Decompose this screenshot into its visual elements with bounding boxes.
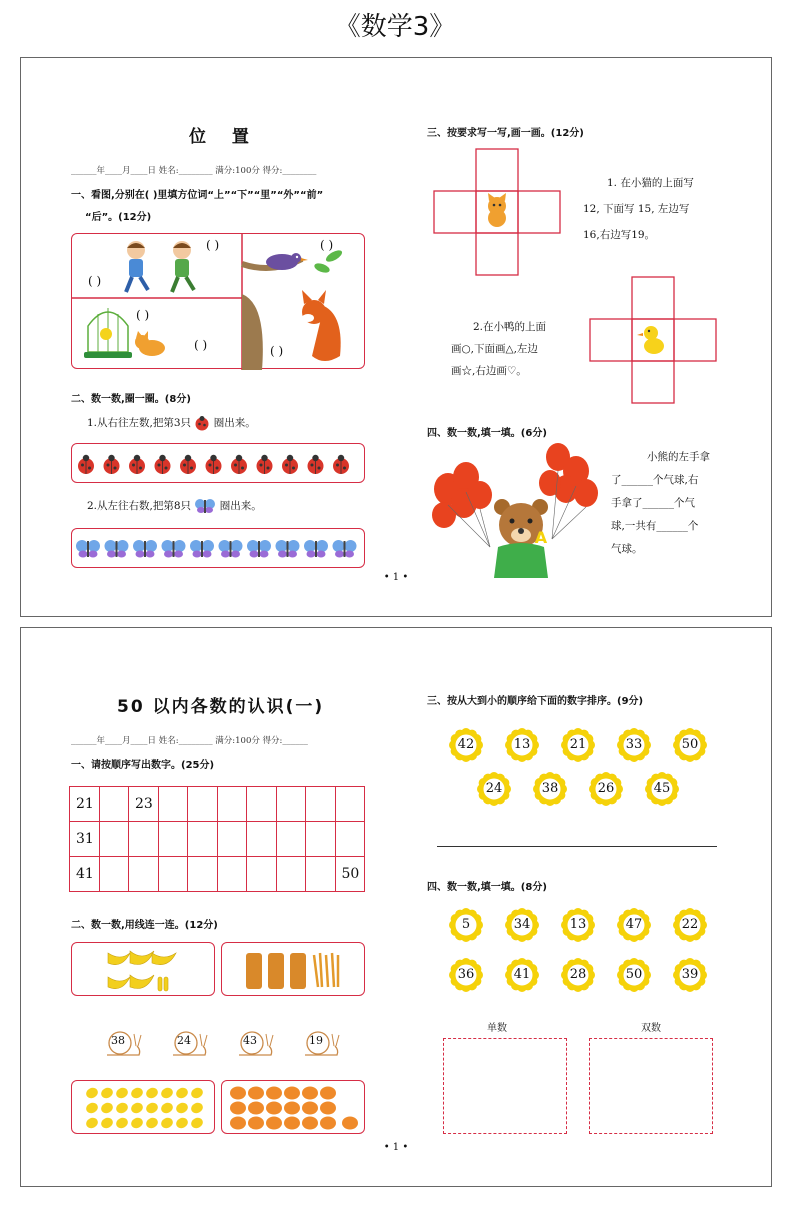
answer-paren-boys[interactable]: ( ) <box>206 238 220 252</box>
grid-cell[interactable] <box>99 787 129 822</box>
q2-line-1: 2.在小鸭的上面 <box>473 321 547 333</box>
even-numbers-label: 双数 <box>641 1023 661 1034</box>
grid-cell[interactable] <box>247 822 277 857</box>
orange-icon <box>302 1117 318 1130</box>
orange-icon <box>248 1102 264 1115</box>
snail-number[interactable] <box>237 1028 277 1058</box>
leaf-icon <box>174 1101 189 1115</box>
grid-cell[interactable] <box>276 787 306 822</box>
answer-paren-boy-left[interactable]: ( ) <box>88 274 102 288</box>
even-numbers-box[interactable] <box>589 1038 713 1134</box>
orange-icon <box>302 1102 318 1115</box>
leaf-icon <box>174 1086 189 1100</box>
answer-paren-fox[interactable]: ( ) <box>270 344 284 358</box>
ladybug-icon <box>231 455 247 474</box>
orange-icon <box>320 1102 336 1115</box>
grid-cell[interactable] <box>276 857 306 892</box>
number-flower <box>617 958 651 992</box>
number-flower <box>533 772 567 806</box>
question-1-text-b: 圈出来。 <box>213 417 256 429</box>
flower-number: 36 <box>457 967 475 982</box>
leaf-icon <box>144 1086 159 1100</box>
number-flower <box>505 958 539 992</box>
number-flower <box>561 728 595 762</box>
number-flower <box>617 908 651 942</box>
orange-icon <box>302 1087 318 1100</box>
duck-icon <box>637 326 664 354</box>
sticks-illustration <box>222 943 366 997</box>
snail-number[interactable] <box>105 1028 145 1058</box>
worksheet-page-1 <box>20 57 772 617</box>
flower-number: 28 <box>569 967 587 982</box>
student-info-line: ______年____月____日 姓名:________ 满分:100分 得分:________ <box>71 166 317 176</box>
q1-line-1: 1. 在小猫的上面写 <box>607 177 694 189</box>
orange-icon <box>284 1117 300 1130</box>
number-flower <box>449 728 483 762</box>
grid-cell[interactable] <box>99 822 129 857</box>
leaf-icon <box>159 1086 174 1100</box>
leaf-icon <box>159 1116 174 1130</box>
grid-cell[interactable] <box>129 857 159 892</box>
leaf-icon <box>114 1101 129 1115</box>
section-2-question-2 <box>87 495 262 517</box>
leaves-illustration <box>72 1081 216 1135</box>
leaf-icon <box>129 1116 144 1130</box>
ladybug-row <box>72 444 366 484</box>
butterfly-icon <box>219 540 243 558</box>
grid-cell[interactable] <box>217 822 247 857</box>
snail-number-label: 19 <box>309 1034 323 1047</box>
leaves-box[interactable] <box>71 1080 215 1134</box>
leaf-icon <box>129 1086 144 1100</box>
section-2-heading: 二、数一数,用线连一连。(12分) <box>71 920 218 931</box>
snail-number-label: 43 <box>243 1034 257 1047</box>
grid-cell: 21 <box>70 787 100 822</box>
butterfly-icon <box>304 540 328 558</box>
bear-line-3: 手拿了______个气 <box>611 497 695 509</box>
bear-line-2: 了______个气球,右 <box>611 474 699 486</box>
cat-cross-grid <box>433 148 563 276</box>
grid-cell[interactable] <box>306 787 336 822</box>
ladybug-icon <box>104 455 120 474</box>
leaf-icon <box>84 1086 99 1100</box>
page-title: 位 置 <box>189 127 259 147</box>
position-scene-illustration <box>72 234 366 370</box>
bear-with-balloons-illustration <box>426 443 604 578</box>
butterfly-icon <box>133 540 157 558</box>
number-flower <box>449 908 483 942</box>
answer-line[interactable] <box>437 846 717 847</box>
snail-number[interactable] <box>303 1028 343 1058</box>
duck-cross-grid <box>589 276 719 404</box>
butterfly-row <box>72 529 366 569</box>
leaf-icon <box>189 1116 204 1130</box>
ladybug-icon <box>282 455 298 474</box>
leaf-icon <box>99 1116 114 1130</box>
flower-number: 42 <box>457 737 475 752</box>
number-flower <box>673 728 707 762</box>
orange-icon <box>230 1102 246 1115</box>
bear-line-1: 小熊的左手拿 <box>647 451 710 463</box>
ladybug-icon <box>257 455 273 474</box>
number-flower <box>505 728 539 762</box>
odd-numbers-box[interactable] <box>443 1038 567 1134</box>
grid-cell[interactable] <box>276 822 306 857</box>
orange-icon <box>320 1087 336 1100</box>
section-1-heading-cont: “后”。(12分) <box>85 212 152 223</box>
flower-number: 22 <box>681 917 699 932</box>
orange-icon <box>266 1087 282 1100</box>
leaf-icon <box>84 1101 99 1115</box>
number-flower <box>449 958 483 992</box>
odd-numbers-label: 单数 <box>487 1023 507 1034</box>
flower-number: 47 <box>625 917 643 932</box>
leaf-icon <box>189 1086 204 1100</box>
sticks-box[interactable] <box>221 942 365 996</box>
butterfly-icon <box>247 540 271 558</box>
number-flower <box>477 772 511 806</box>
leaf-icon <box>144 1101 159 1115</box>
flower-number: 13 <box>569 917 587 932</box>
grid-cell[interactable] <box>247 857 277 892</box>
grid-cell[interactable] <box>158 822 188 857</box>
flower-number: 21 <box>569 737 587 752</box>
grid-cell[interactable] <box>158 787 188 822</box>
page-title: 50 以内各数的认识(一) <box>117 697 325 717</box>
flower-number: 26 <box>597 781 615 796</box>
position-picture-box <box>71 233 365 369</box>
leaf-icon <box>114 1086 129 1100</box>
grid-cell[interactable] <box>158 857 188 892</box>
section-1-heading: 一、看图,分别在( )里填方位词“上”“下”“里”“外”“前” <box>71 190 324 201</box>
snail-number[interactable] <box>171 1028 211 1058</box>
flower-number: 50 <box>625 967 643 982</box>
document-title: 《数学3》 <box>334 12 456 42</box>
answer-paren-bird[interactable]: ( ) <box>320 238 334 252</box>
leaf-icon <box>99 1101 114 1115</box>
bananas-box[interactable] <box>71 942 215 996</box>
grid-cell[interactable] <box>335 822 365 857</box>
q2-line-2: 画○,下面画△,左边 <box>451 343 538 355</box>
section-3-heading: 三、按要求写一写,画一画。(12分) <box>427 128 584 139</box>
grid-cell: 23 <box>129 787 159 822</box>
number-flower <box>589 772 623 806</box>
section-4-heading: 四、数一数,填一填。(6分) <box>427 428 547 439</box>
butterfly-row-box <box>71 528 365 568</box>
orange-icon <box>248 1117 264 1130</box>
q1-line-2: 12, 下面写 15, 左边写 <box>583 203 690 215</box>
question-1-text-a: 1.从右往左数,把第3只 <box>87 417 192 429</box>
bananas-illustration <box>72 943 216 997</box>
leaf-icon <box>129 1101 144 1115</box>
flower-number: 5 <box>461 917 471 932</box>
orange-icon <box>266 1117 282 1130</box>
grid-cell[interactable] <box>217 787 247 822</box>
butterfly-icon <box>190 540 214 558</box>
leaf-icon <box>99 1086 114 1100</box>
number-flower <box>645 772 679 806</box>
grid-cell[interactable] <box>188 857 218 892</box>
q1-line-3: 16,右边写19。 <box>583 229 656 241</box>
section-4-heading: 四、数一数,填一填。(8分) <box>427 882 547 893</box>
butterfly-icon <box>333 540 357 558</box>
grid-row <box>70 857 365 892</box>
ladybug-icon <box>180 455 196 474</box>
number-flower <box>673 908 707 942</box>
grid-cell[interactable] <box>247 787 277 822</box>
flower-number: 38 <box>541 781 559 796</box>
grid-cell[interactable] <box>188 787 218 822</box>
flower-number: 50 <box>681 737 699 752</box>
grid-cell: 50 <box>335 857 365 892</box>
section-1-heading: 一、请按顺序写出数字。(25分) <box>71 760 215 771</box>
ladybug-icon <box>155 455 171 474</box>
section-3-question-2 <box>451 316 611 382</box>
oranges-illustration <box>222 1081 366 1135</box>
leaf-icon <box>114 1116 129 1130</box>
grid-row <box>70 822 365 857</box>
orange-icon <box>284 1087 300 1100</box>
question-2-text-b: 圈出来。 <box>219 500 262 512</box>
number-grid <box>69 786 365 892</box>
grid-cell[interactable] <box>335 787 365 822</box>
section-2-question-1 <box>87 412 256 434</box>
flower-number: 24 <box>485 781 503 796</box>
ladybug-icon <box>206 455 222 474</box>
butterfly-icon <box>76 540 100 558</box>
section-2-heading: 二、数一数,圈一圈。(8分) <box>71 394 191 405</box>
orange-icon <box>230 1117 246 1130</box>
flower-number: 33 <box>625 737 643 752</box>
section-3-heading: 三、按从大到小的顺序给下面的数字排序。(9分) <box>427 696 644 707</box>
number-flower <box>505 908 539 942</box>
ladybug-icon <box>308 455 324 474</box>
worksheet-page-2 <box>20 627 772 1187</box>
section-3-question-1 <box>583 170 753 248</box>
leaf-icon <box>174 1116 189 1130</box>
snail-number-label: 38 <box>111 1034 125 1047</box>
number-flower <box>561 958 595 992</box>
flower-number: 45 <box>653 781 671 796</box>
leaf-icon <box>144 1116 159 1130</box>
butterfly-icon <box>276 540 300 558</box>
flower-number: 41 <box>513 967 531 982</box>
number-flower <box>561 908 595 942</box>
ladybug-icon <box>333 455 349 474</box>
snail-number-label: 24 <box>177 1034 191 1047</box>
butterfly-icon <box>194 498 216 514</box>
flower-number: 13 <box>513 737 531 752</box>
leaf-icon <box>159 1101 174 1115</box>
student-info-line: ______年____月____日 姓名:________ 满分:100分 得分:______ <box>71 736 308 746</box>
grid-row <box>70 787 365 822</box>
bear-line-5: 气球。 <box>611 543 643 555</box>
grid-cell[interactable] <box>306 857 336 892</box>
number-flower <box>617 728 651 762</box>
cat-icon <box>488 193 506 227</box>
butterfly-icon <box>162 540 186 558</box>
grid-cell[interactable] <box>306 822 336 857</box>
grid-cell: 31 <box>70 822 100 857</box>
orange-icon <box>266 1102 282 1115</box>
orange-icon <box>284 1102 300 1115</box>
grid-cell[interactable] <box>188 822 218 857</box>
butterfly-icon <box>105 540 129 558</box>
ladybug-icon <box>129 455 145 474</box>
grid-cell[interactable] <box>217 857 247 892</box>
orange-icon <box>230 1087 246 1100</box>
flower-number: 34 <box>513 917 531 932</box>
ladybug-icon <box>194 415 210 431</box>
page-number: • 1 • <box>383 572 409 583</box>
orange-icon <box>342 1117 358 1130</box>
ladybug-icon <box>78 455 94 474</box>
ladybug-row-box <box>71 443 365 483</box>
leaf-icon <box>189 1101 204 1115</box>
q2-line-3: 画☆,右边画♡。 <box>451 365 527 377</box>
question-2-text-a: 2.从左往右数,把第8只 <box>87 500 192 512</box>
number-flower <box>673 958 707 992</box>
answer-paren-cage[interactable]: ( ) <box>136 308 150 322</box>
answer-paren-cat[interactable]: ( ) <box>194 338 208 352</box>
bear-shirt-letter: A <box>534 528 548 547</box>
grid-cell[interactable] <box>99 857 129 892</box>
orange-icon <box>248 1087 264 1100</box>
section-4-question <box>611 446 761 561</box>
bear-line-4: 球,一共有______个 <box>611 520 699 532</box>
grid-cell[interactable] <box>129 822 159 857</box>
leaf-icon <box>84 1116 99 1130</box>
flower-number: 39 <box>681 967 699 982</box>
page-number: • 1 • <box>383 1142 409 1153</box>
grid-cell: 41 <box>70 857 100 892</box>
orange-icon <box>320 1117 336 1130</box>
oranges-box[interactable] <box>221 1080 365 1134</box>
